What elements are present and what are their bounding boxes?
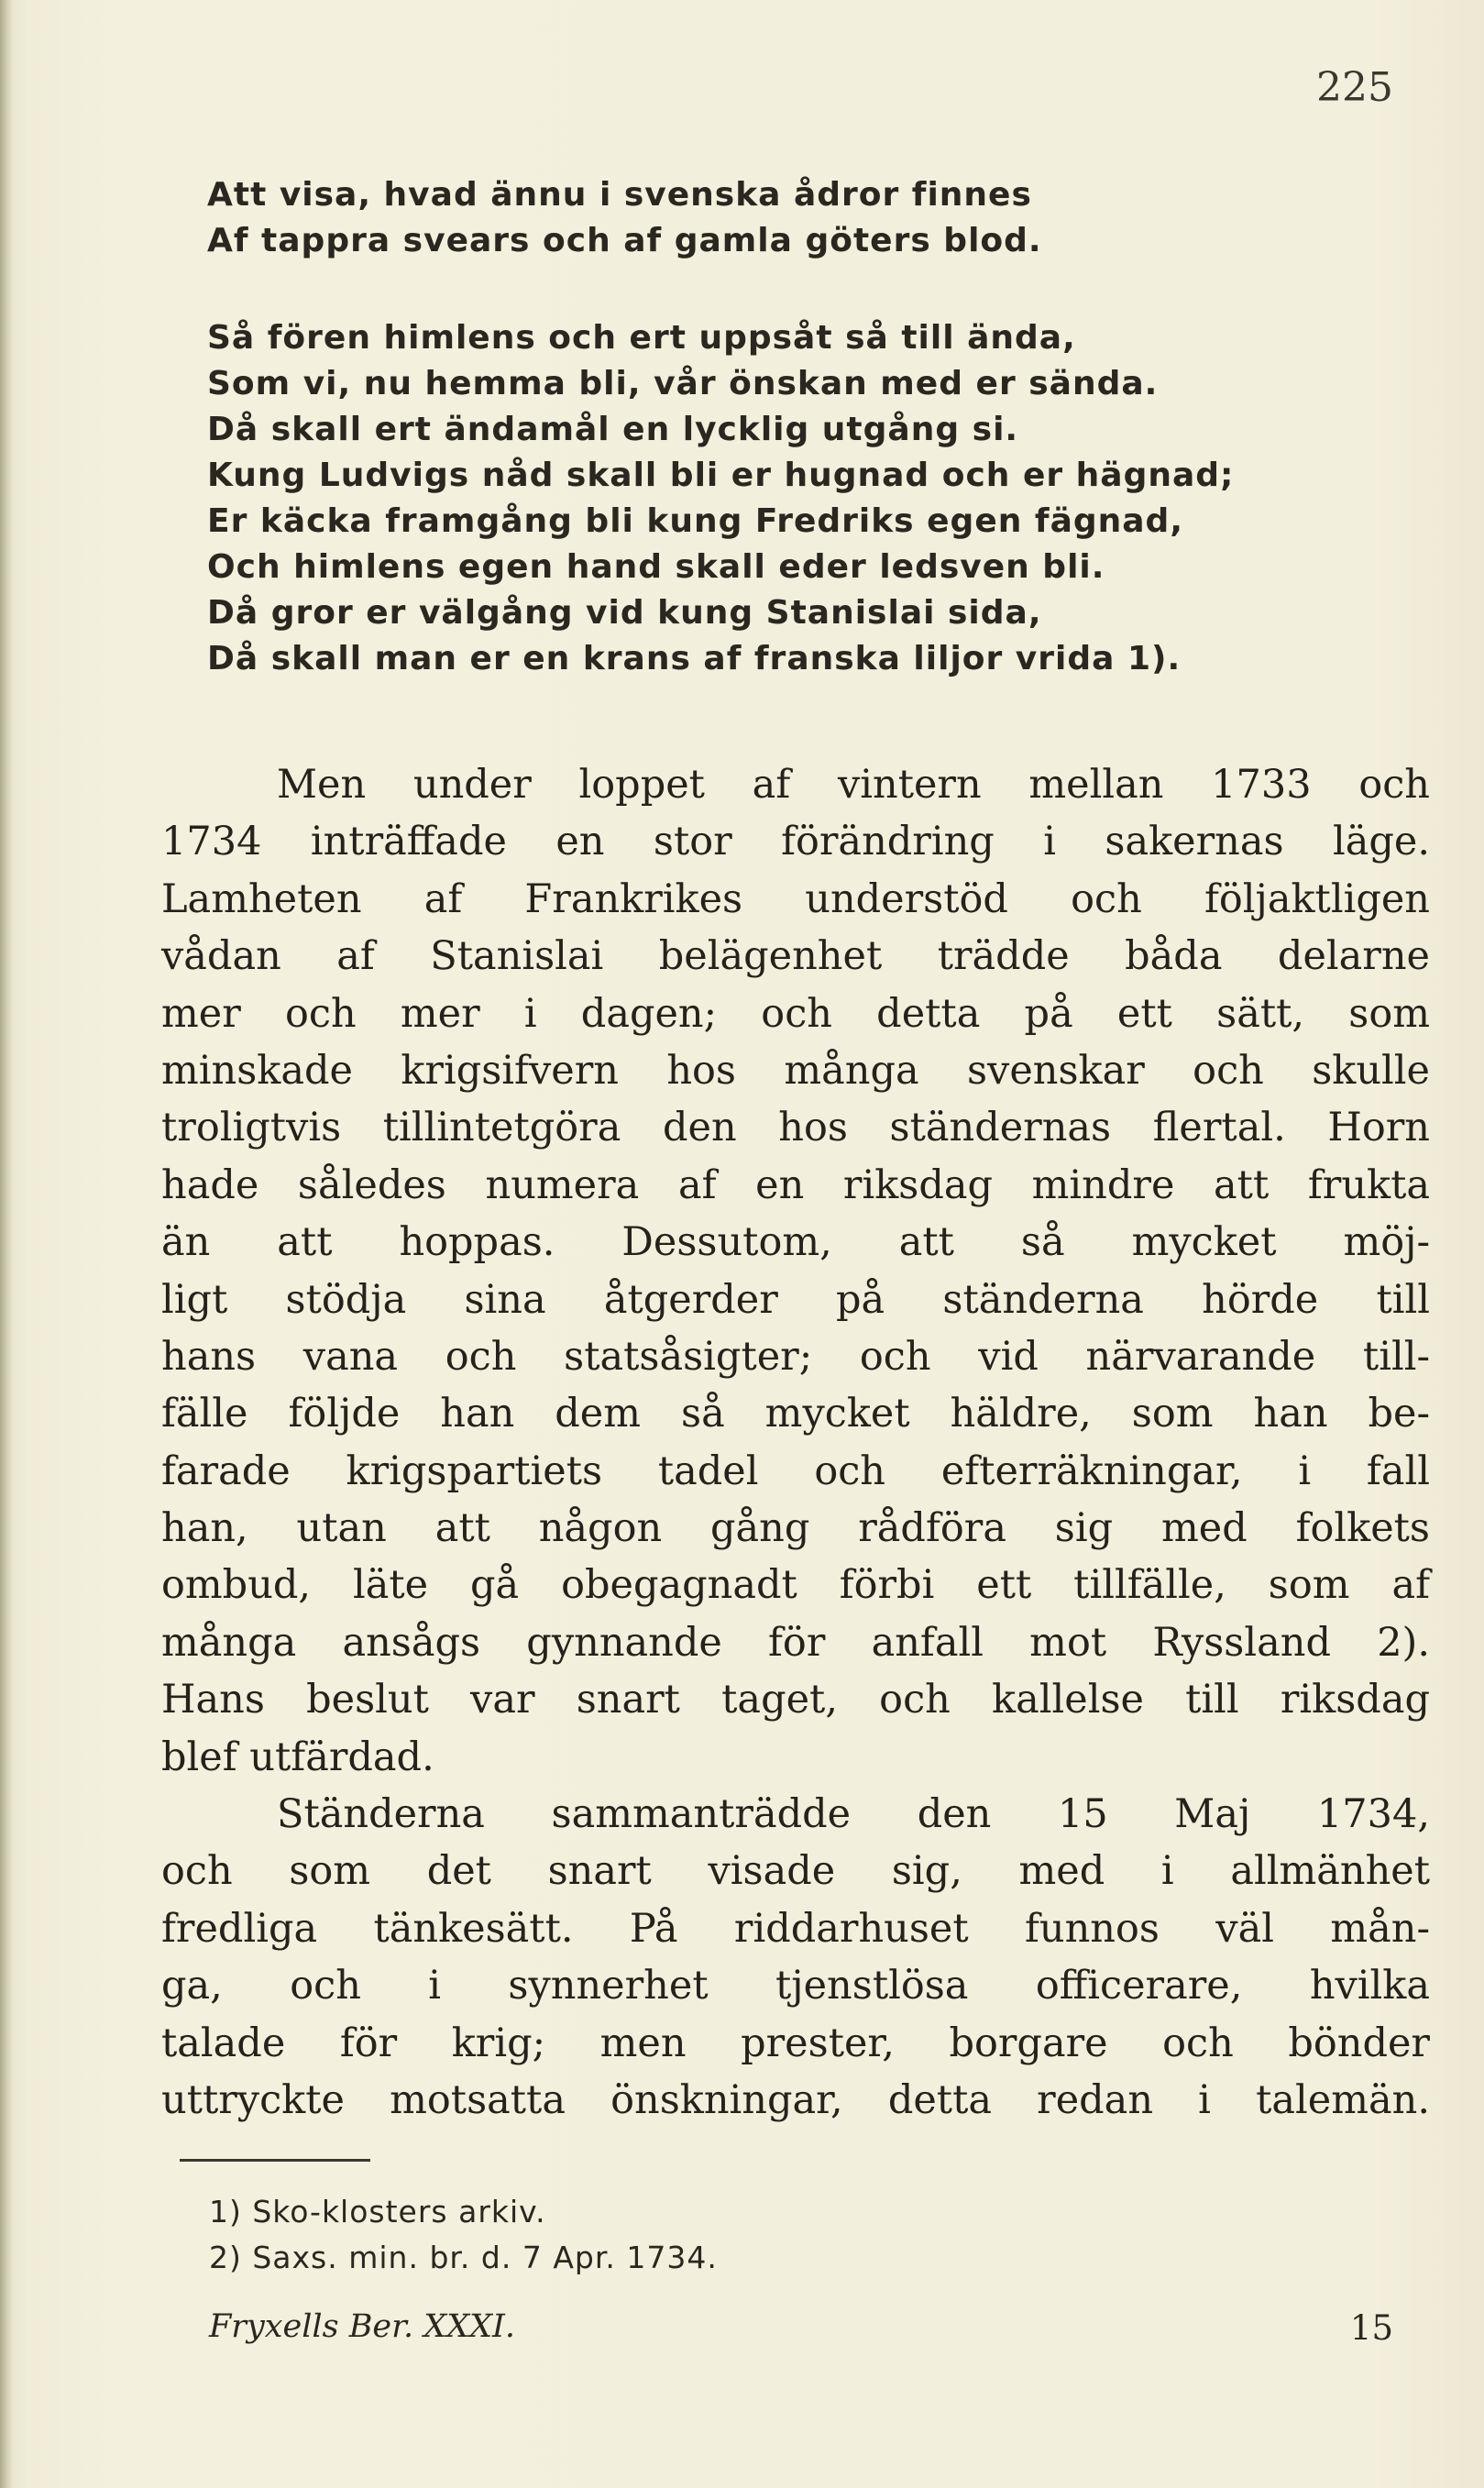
prose-line: Hans beslut var snart taget, och kallelse till riksdag <box>161 1677 1430 1723</box>
prose-body <box>161 756 1430 2129</box>
prose-line: Men under loppet af vintern mellan 1733 och <box>277 762 1430 808</box>
prose-line: farade krigspartiets tadel och efterräkningar, i fall <box>161 1448 1430 1494</box>
prose-line: hade således numera af en riksdag mindre att frukta <box>161 1161 1430 1208</box>
poem-line: Så fören himlens och ert uppsåt så till ända, <box>207 319 1076 357</box>
printer-signature: Fryxells Ber. XXXI. <box>209 2308 515 2345</box>
footnote: 2) Saxs. min. br. d. 7 Apr. 1734. <box>209 2240 718 2275</box>
footnote: 1) Sko-klosters arkiv. <box>209 2194 546 2229</box>
poem-stanza-2 <box>207 315 1399 682</box>
prose-line: hans vana och statsåsigter; och vid närvarande till- <box>161 1333 1430 1380</box>
prose-line: och som det snart visade sig, med i allmänhet <box>161 1848 1430 1895</box>
poem-line: Då skall ert ändamål en lycklig utgång si. <box>207 411 1019 448</box>
poem-stanza-1 <box>207 172 1399 264</box>
prose-line: ombud, läte gå obegagnadt förbi ett tillfälle, som af <box>161 1562 1430 1609</box>
prose-line: Lamheten af Frankrikes understöd och följaktligen <box>161 875 1430 922</box>
poem-line: Då gror er välgång vid kung Stanislai sida, <box>207 594 1042 632</box>
poem-line: Kung Ludvigs nåd skall bli er hugnad och er hägnad; <box>207 457 1235 494</box>
prose-line: talade för krig; men prester, borgare och bönder <box>161 2020 1430 2066</box>
prose-line: 1734 inträffade en stor förändring i sakernas läge. <box>161 819 1430 865</box>
prose-line: uttryckte motsatta önskningar, detta redan i talemän. <box>161 2076 1430 2123</box>
prose-line: ga, och i synnerhet tjenstlösa officerare, hvilka <box>161 1963 1430 2009</box>
prose-line: ligt stödja sina åtgerder på ständerna hörde till <box>161 1276 1430 1323</box>
poem-line: Då skall man er en krans af franska liljor vrida 1). <box>207 640 1182 677</box>
page-spine-shadow <box>0 0 13 2488</box>
signature-number: 15 <box>1349 2308 1393 2348</box>
poem-line: Att visa, hvad ännu i svenska ådror finnes <box>207 176 1032 214</box>
prose-line: troligtvis tillintetgöra den hos ständernas flertal. Horn <box>161 1105 1430 1151</box>
prose-line: än att hoppas. Dessutom, att så mycket möj- <box>161 1219 1430 1266</box>
prose-line: Ständerna sammanträdde den 15 Maj 1734, <box>277 1791 1430 1838</box>
poem-line: Af tappra svears och af gamla göters blod. <box>207 222 1042 259</box>
footnotes <box>209 2189 1309 2281</box>
poem-line: Och himlens egen hand skall eder ledsven bli. <box>207 548 1105 586</box>
prose-line: fredliga tänkesätt. På riddarhuset funnos väl mån- <box>161 1905 1430 1952</box>
poem-line: Som vi, nu hemma bli, vår önskan med er sända. <box>207 365 1159 402</box>
poem-line: Er käcka framgång bli kung Fredriks egen fägnad, <box>207 502 1183 540</box>
prose-line: många ansågs gynnande för anfall mot Ryssland 2). <box>161 1619 1430 1666</box>
prose-line: mer och mer i dagen; och detta på ett sätt, som <box>161 990 1430 1037</box>
prose-line: han, utan att någon gång rådföra sig med folkets <box>161 1505 1430 1552</box>
page-number: 225 <box>1316 64 1393 111</box>
footnote-divider <box>180 2159 370 2162</box>
prose-line: vådan af Stanislai belägenhet trädde båda delarne <box>161 933 1430 980</box>
prose-line: minskade krigsifvern hos många svenskar och skulle <box>161 1047 1430 1094</box>
prose-line: fälle följde han dem så mycket häldre, som han be- <box>161 1391 1430 1437</box>
prose-line: blef utfärdad. <box>161 1734 434 1780</box>
